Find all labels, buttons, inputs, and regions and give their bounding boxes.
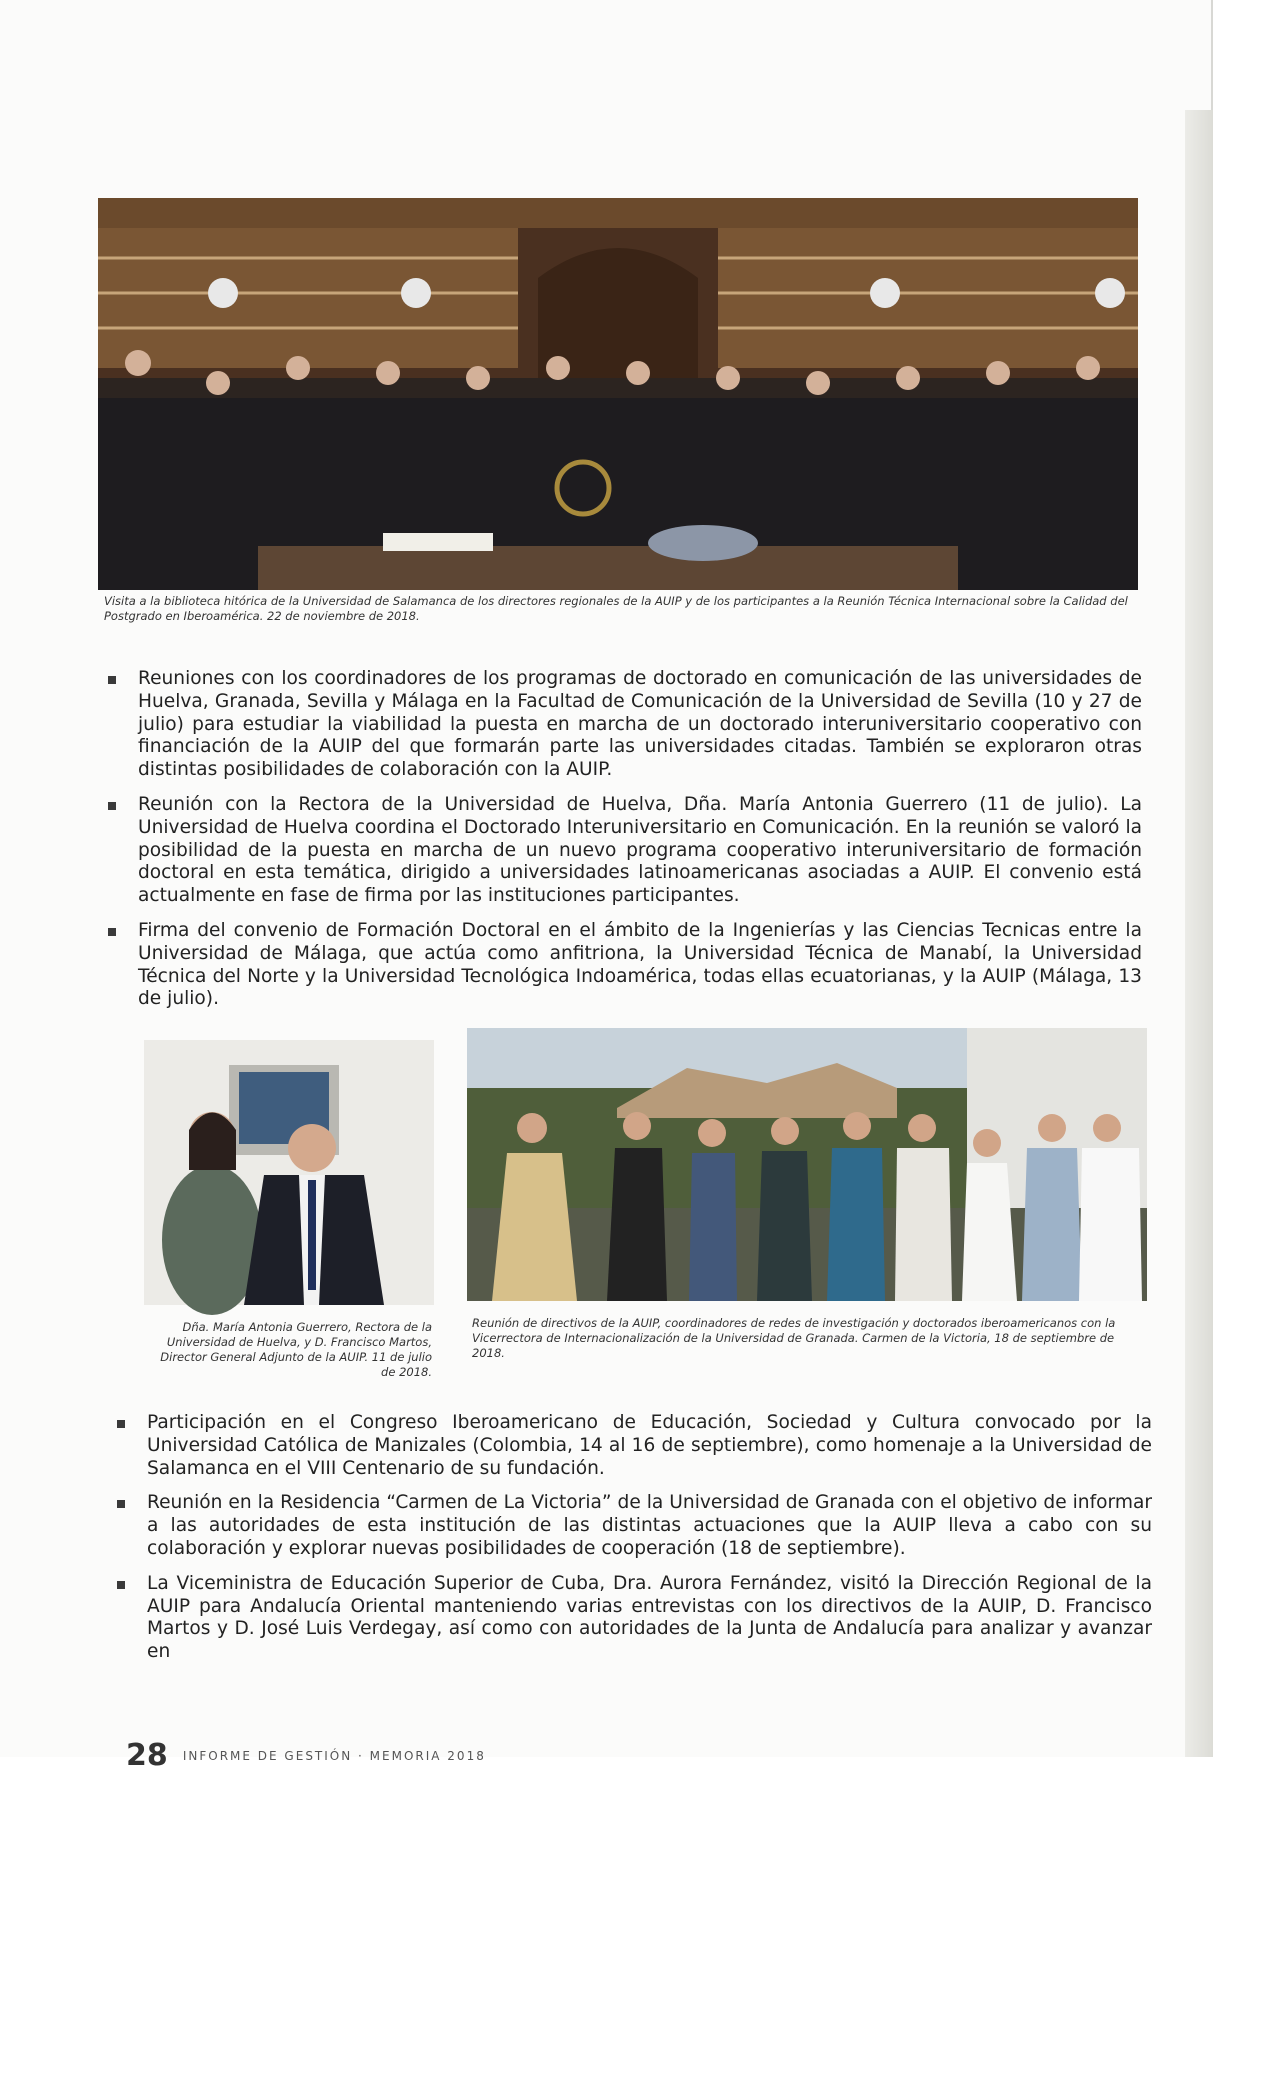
caption-rectora-photo: Dña. María Antonia Guerrero, Rectora de la Universidad de Huelva, y D. Francisco Martos, Director General Adjunto de la AUIP. 11 de julio de 2018. [160,1320,432,1379]
caption-library-photo: Visita a la biblioteca hitórica de la Universidad de Salamanca de los directores regionales de la AUIP y de los participantes a la Reunión Técnica Internacional sobre la Calidad del Postgrado en Iberoamérica. 22 de noviembre de 2018. [104,594,1128,623]
list-item: Reunión con la Rectora de la Universidad de Huelva, Dña. María Antonia Guerrero (11 de julio). La Universidad de Huelva coordina el Doctorado Interuniversitario en Comunicación. En la reunión se valoró la posibilidad de la puesta en marcha de un nuevo programa cooperativo interuniversitario de formación doctoral en esta temática, dirigido a universidades latinoamericanas asociadas a AUIP. El convenio está actualmente en fase de firma por las instituciones participantes. [106,794,1142,908]
list-item: Reuniones con los coordinadores de los programas de doctorado en comunicación de las universidades de Huelva, Granada, Sevilla y Málaga en la Facultad de Comunicación de la Universidad de Sevilla (10 y 27 de julio) para estudiar la viabilidad la puesta en marcha de un doctorado interuniversitario cooperativo con financiación de la AUIP del que formarán parte las universidades citadas. También se exploraron otras distintas posibilidades de colaboración con la AUIP. [106,668,1142,782]
bullet-marker [117,1420,125,1428]
bullet-list-1 [106,668,1142,1023]
page-footer [126,1738,626,1773]
bullet-list-2 [115,1412,1152,1676]
bullet-marker [108,676,116,684]
bullet-marker [108,928,116,936]
bullet-marker [117,1581,125,1589]
page-edge-shadow [1185,110,1213,1757]
list-item: Participación en el Congreso Iberoamericano de Educación, Sociedad y Cultura convocado por la Universidad Católica de Manizales (Colombia, 14 al 16 de septiembre), como homenaje a la Universidad de Salamanca en el VIII Centenario de su fundación. [115,1412,1152,1480]
photo-rectora-meeting [144,1040,434,1305]
bullet-marker [117,1500,125,1508]
list-item: Firma del convenio de Formación Doctoral en el ámbito de la Ingenierías y las Ciencias Tecnicas entre la Universidad de Málaga, que actúa como anfitriona, la Universidad Técnica de Manabí, la Universidad Técnica del Norte y la Universidad Tecnológica Indoamérica, todas ellas ecuatorianas, y la AUIP (Málaga, 13 de julio). [106,920,1142,1011]
caption-granada-photo: Reunión de directivos de la AUIP, coordinadores de redes de investigación y doctorados iberoamericanos con la Vicerrectora de Internacionalización de la Universidad de Granada. Carmen de la Victoria, 18 de septiembre de 2018. [472,1316,1116,1360]
photo-granada-group [467,1028,1147,1301]
footer-title: INFORME DE GESTIÓN · MEMORIA 2018 [182,1749,486,1763]
photo-library-group [98,198,1138,590]
bullet-marker [108,802,116,810]
page-number: 28 [126,1738,168,1773]
list-item: Reunión en la Residencia “Carmen de La Victoria” de la Universidad de Granada con el objetivo de informar a las autoridades de esta institución de las distintas actuaciones que la AUIP lleva a cabo con su colaboración y explorar nuevas posibilidades de cooperación (18 de septiembre). [115,1492,1152,1560]
list-item: La Viceministra de Educación Superior de Cuba, Dra. Aurora Fernández, visitó la Dirección Regional de la AUIP para Andalucía Oriental manteniendo varias entrevistas con los directivos de la AUIP, D. Francisco Martos y D. José Luis Verdegay, así como con autoridades de la Junta de Andalucía para analizar y avanzar en [115,1573,1152,1664]
